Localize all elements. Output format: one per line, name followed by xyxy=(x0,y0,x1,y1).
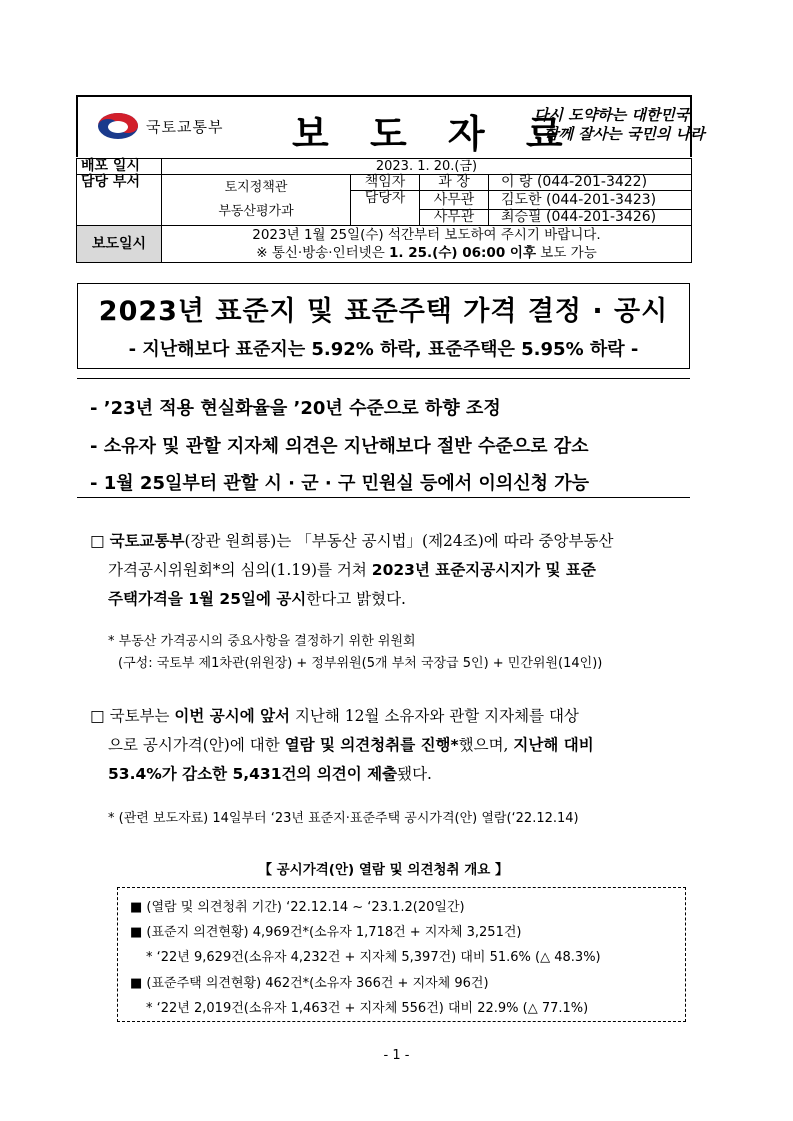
summary-line-5: * ‘22년 2,019건(소유자 1,463건 + 지자체 556건) 대비 22.9% (△ 77.1%) xyxy=(146,1001,589,1016)
paragraph-2-line-3 xyxy=(90,760,720,789)
divider-bottom xyxy=(77,497,690,498)
highlight-1: - ’23년 적용 현실화율을 ’20년 수준으로 하향 조정 xyxy=(90,398,501,419)
role-1: 책임자 xyxy=(351,175,420,191)
square-bullet: □ xyxy=(90,532,105,550)
paragraph-2-line-2 xyxy=(90,731,720,760)
para1-bold-3: 주택가격을 1월 25일에 공시 xyxy=(108,590,307,608)
footnote-1-line-1: * 부동산 가격공시의 중요사항을 결정하기 위한 위원회 xyxy=(108,634,416,649)
dept-names xyxy=(162,175,351,226)
summary-box-title: 【 공시가격(안) 열람 및 의견청취 개요 】 xyxy=(258,862,509,878)
slogan-line-1: 다시 도약하는 대한민국 xyxy=(534,106,690,124)
report-line-1: 2023년 1월 25일(수) 석간부터 보도하여 주시기 바랍니다. xyxy=(252,227,601,243)
info-table xyxy=(76,158,692,263)
summary-line-1: ■ (열람 및 의견청취 기간) ‘22.12.14 ~ ‘23.1.2(20일간) xyxy=(130,900,465,915)
dist-label: 배포 일시 xyxy=(77,159,162,175)
para2-bold-1: 이번 공시에 앞서 xyxy=(174,707,291,725)
report-line-2-pre: ※ 통신·방송·인터넷은 xyxy=(256,245,390,261)
para1-text-3: 한다고 밝혔다. xyxy=(306,590,406,608)
dept-2: 부동산평가과 xyxy=(218,204,294,219)
summary-line-2: ■ (표준지 의견현황) 4,969건*(소유자 1,718건 + 지자체 3,251건) xyxy=(130,925,522,940)
press-release-title: 보 도 자 료 xyxy=(292,111,577,156)
para1-bold-1: 국토교통부 xyxy=(109,532,185,550)
para2-text-4: 했으며, xyxy=(458,736,514,754)
dept-1: 토지정책관 xyxy=(224,180,288,195)
highlight-2: - 소유자 및 관할 지자체 의견은 지난해보다 절반 수준으로 감소 xyxy=(90,436,589,457)
paragraph-1-line-2 xyxy=(90,556,720,585)
footnote-1-line-2: (구성: 국토부 제1차관(위원장) + 정부위원(5개 부처 국장급 5인) + 민간위원(14인)) xyxy=(118,656,603,671)
sub-title: - 지난해보다 표준지는 5.92% 하락, 표준주택은 5.95% 하락 - xyxy=(128,339,639,360)
para2-bold-4: 53.4%가 감소한 5,431건의 의견이 제출 xyxy=(108,765,398,783)
contact-title-3: 사무관 xyxy=(420,210,489,226)
contact-title-1: 과 장 xyxy=(420,175,489,191)
paragraph-1-line-3 xyxy=(90,585,720,614)
report-line-2-post: 보도 가능 xyxy=(536,245,597,261)
para1-text-1: (장관 원희룡)는 「부동산 공시법」(제24조)에 따라 중앙부동산 xyxy=(184,532,614,550)
slogan xyxy=(534,106,705,144)
dist-value: 2023. 1. 20.(금) xyxy=(162,159,692,175)
para2-bold-2: 열람 및 의견청취를 진행* xyxy=(284,736,459,754)
square-bullet-2: □ xyxy=(90,707,105,725)
paragraph-2-line-1 xyxy=(90,702,720,731)
para1-bold-2: 2023년 표준지공시지가 및 표준 xyxy=(371,561,596,579)
footnote-2: * (관련 보도자료) 14일부터 ‘23년 표준지·표준주택 공시가격(안) 열람(‘22.12.14) xyxy=(108,811,579,826)
para2-text-3: 으로 공시가격(안)에 대한 xyxy=(108,736,285,754)
report-line-2-bold: 1. 25.(수) 06:00 이후 xyxy=(389,245,537,261)
main-title: 2023년 표준지 및 표준주택 가격 결정 · 공시 xyxy=(98,296,669,327)
ministry-name: 국토교통부 xyxy=(146,117,224,136)
contact-title-2: 사무관 xyxy=(420,191,489,210)
para2-text-1: 국토부는 xyxy=(109,707,175,725)
summary-line-4: ■ (표준주택 의견현황) 462건*(소유자 366건 + 지자체 96건) xyxy=(130,976,489,991)
role-2: 담당자 xyxy=(351,191,420,226)
contact-name-1: 이 랑 (044-201-3422) xyxy=(489,175,692,191)
footnote-1 xyxy=(108,631,602,675)
contact-name-2: 김도한 (044-201-3423) xyxy=(489,191,692,210)
dept-label: 담당 부서 xyxy=(77,175,162,226)
ministry-logo xyxy=(96,111,223,141)
paragraph-1-line-1 xyxy=(90,527,720,556)
highlight-3: - 1월 25일부터 관할 시 · 군 · 구 민원실 등에서 이의신청 가능 xyxy=(90,473,590,494)
para2-text-2: 지난해 12월 소유자와 관할 지자체를 대상 xyxy=(290,707,579,725)
contact-name-3: 최승필 (044-201-3426) xyxy=(489,210,692,226)
taeguk-emblem-icon xyxy=(96,111,140,141)
para2-bold-3: 지난해 대비 xyxy=(513,736,594,754)
para2-text-5: 됐다. xyxy=(397,765,432,783)
slogan-line-2: 함께 잘사는 국민의 나라 xyxy=(544,125,705,143)
report-label: 보도일시 xyxy=(77,226,162,263)
paragraph-2 xyxy=(90,702,720,789)
report-line-2 xyxy=(166,244,687,262)
divider-top xyxy=(77,378,690,379)
report-time xyxy=(162,226,692,263)
summary-line-3: * ‘22년 9,629건(소유자 4,232건 + 지자체 5,397건) 대비 51.6% (△ 48.3%) xyxy=(146,950,601,965)
page-number: - 1 - xyxy=(383,1048,410,1063)
para1-text-2: 가격공시위원회*의 심의(1.19)를 거쳐 xyxy=(108,561,372,579)
paragraph-1 xyxy=(90,527,720,614)
